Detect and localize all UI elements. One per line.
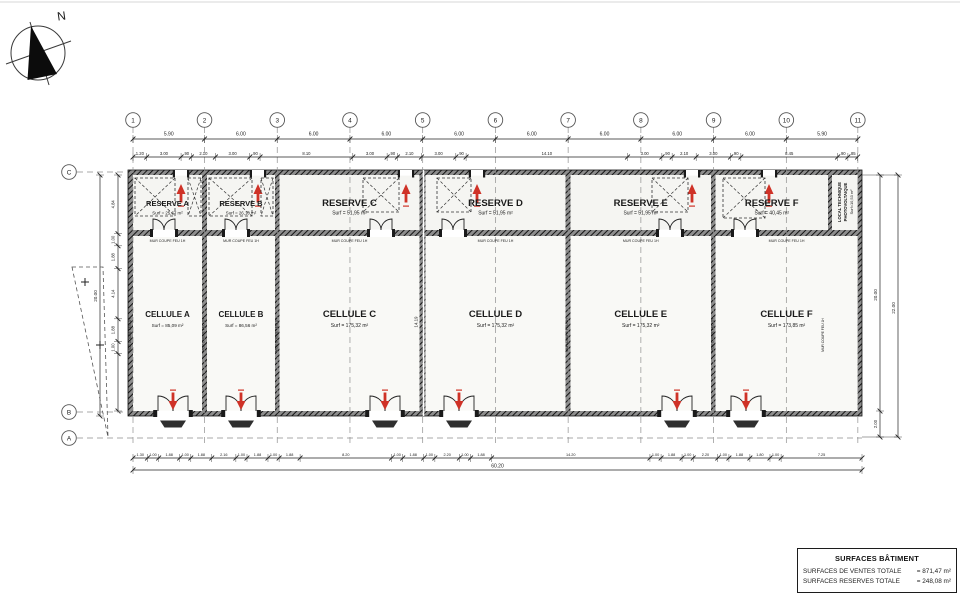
cellule-name: CELLULE F bbox=[760, 309, 813, 320]
dim-chain-top-secondary-value: 3.00 bbox=[434, 150, 443, 156]
door-jamb bbox=[761, 170, 763, 178]
door-jamb bbox=[398, 170, 400, 178]
fire-wall-label-vertical: MUR COUPE FEU 1H bbox=[821, 318, 825, 352]
dim-chain-bottom-detail-value: 1.00 bbox=[771, 452, 780, 457]
door-jamb bbox=[762, 410, 766, 417]
exit-arrow-down-icon bbox=[676, 393, 679, 402]
grid-bubble-label-4: 4 bbox=[348, 117, 352, 125]
top-primary-value: 5.90 bbox=[163, 131, 174, 138]
top-primary-value: 6.00 bbox=[745, 131, 755, 138]
exit-annotation-mark bbox=[382, 390, 388, 391]
dim-chain-bottom-detail-value: 1.00 bbox=[719, 452, 728, 457]
dim-chain-top-secondary-value: 2.10 bbox=[405, 150, 414, 156]
cellule-name: CELLULE D bbox=[468, 309, 523, 320]
grid-bubble-label-11: 11 bbox=[854, 117, 862, 125]
reserve-door-opening bbox=[370, 230, 392, 238]
dim-chain-top-secondary-value: .90 bbox=[732, 150, 739, 156]
door-jamb bbox=[175, 229, 178, 237]
fire-wall-label-vertical: MUR COUPE FEU 1H bbox=[274, 318, 279, 352]
door-jamb bbox=[726, 410, 730, 417]
door-jamb bbox=[469, 170, 471, 178]
grid-bubble-label-1: 1 bbox=[131, 117, 135, 125]
cellule-surface: Surf = 175,32 m² bbox=[330, 323, 369, 329]
exit-annotation-mark bbox=[403, 206, 409, 207]
reserve-door-opening bbox=[734, 230, 756, 238]
dim-chain-bottom-detail-value: 1.88 bbox=[165, 452, 173, 457]
dim-chain-bottom-detail-value: 1.88 bbox=[477, 452, 485, 457]
door-jamb bbox=[257, 410, 261, 417]
door-jamb bbox=[401, 410, 405, 417]
top-exit-opening bbox=[686, 170, 698, 176]
surfaces-table-row bbox=[803, 567, 951, 577]
grid-bubble-label-8: 8 bbox=[639, 117, 643, 125]
dim-chain-bottom-detail-value: 7.25 bbox=[817, 452, 826, 457]
cellule-surface: Surf = 175,32 m² bbox=[476, 323, 515, 329]
grid-bubble-label-3: 3 bbox=[275, 117, 280, 125]
exit-annotation-mark bbox=[743, 390, 749, 391]
exit-annotation-mark bbox=[456, 390, 462, 391]
reserve-name: RESERVE B bbox=[219, 199, 263, 208]
door-jamb bbox=[187, 170, 189, 178]
exit-arrow-up-icon bbox=[691, 194, 694, 203]
door-jamb bbox=[483, 170, 485, 178]
grid-bubble-label-6: 6 bbox=[493, 117, 498, 125]
door-jamb bbox=[247, 229, 250, 237]
exit-arrow-down-icon bbox=[745, 393, 748, 402]
dim-chain-bottom-detail-value: 2.20 bbox=[443, 452, 451, 457]
fire-wall-label: MUR COUPE FEU 1H bbox=[477, 238, 514, 243]
dim-chain-top-secondary-value: 1.20 bbox=[135, 150, 144, 156]
left-segment-value: 1.88 bbox=[110, 253, 116, 262]
top-primary-value: 6.00 bbox=[381, 131, 392, 138]
dim-chain-top-secondary-value: .85 bbox=[849, 150, 856, 156]
reserve-door-opening bbox=[225, 230, 247, 238]
boundary-wedge bbox=[72, 267, 108, 437]
surfaces-reserves-value: = 248,08 m² bbox=[916, 578, 951, 586]
surfaces-ventes-label: SURFACES DE VENTES TOTALE bbox=[803, 568, 902, 576]
surfaces-reserves-label: SURFACES RESERVES TOTALE bbox=[803, 578, 900, 586]
top-exit-opening bbox=[471, 170, 483, 176]
fire-wall-label-vertical: MUR COUPE FEU 1H bbox=[565, 318, 570, 352]
dim-chain-top-secondary-value: .90 bbox=[389, 150, 396, 156]
reserve-door-opening bbox=[153, 230, 175, 238]
reserve-name: RESERVE C bbox=[322, 198, 377, 209]
door-jamb bbox=[475, 410, 479, 417]
dim-chain-top-secondary-value: 2.10 bbox=[199, 150, 208, 156]
north-label: N bbox=[56, 8, 67, 24]
dim-chain-bottom-detail-value: 2.16 bbox=[220, 452, 228, 457]
reserve-surface: Surf = 51,95 m² bbox=[478, 210, 513, 217]
surfaces-table-title: SURFACES BÂTIMENT bbox=[835, 554, 919, 563]
dim-chain-bottom-detail-value: 1.88 bbox=[197, 452, 205, 457]
door-jamb bbox=[153, 410, 157, 417]
top-primary-value: 6.00 bbox=[672, 131, 683, 138]
door-jamb bbox=[775, 170, 777, 178]
door-jamb bbox=[250, 170, 252, 178]
exit-arrow-down-icon bbox=[172, 393, 175, 402]
exit-arrow-down-icon bbox=[384, 393, 387, 402]
dim-chain-bottom-detail-value: 1.00 bbox=[461, 452, 469, 457]
top-exit-opening bbox=[763, 170, 775, 176]
left-segment-value: 4.14 bbox=[110, 289, 116, 298]
door-jamb bbox=[439, 229, 442, 237]
top-primary-value: 6.00 bbox=[599, 131, 610, 138]
door-jamb bbox=[222, 229, 225, 237]
door-jamb bbox=[464, 229, 467, 237]
cellule-surface: Surf = 86,56 m² bbox=[225, 323, 257, 328]
cellule-name: CELLULE E bbox=[614, 309, 668, 320]
cellule-name: CELLULE B bbox=[218, 310, 264, 319]
dim-chain-bottom-detail-value: 1.30 bbox=[136, 452, 144, 457]
door-jamb bbox=[657, 410, 661, 417]
fire-wall-label: MUR COUPE FEU 1H bbox=[622, 238, 659, 243]
top-primary-value: 6.00 bbox=[236, 131, 246, 138]
surfaces-ventes-value: = 871,47 m² bbox=[916, 568, 951, 576]
door-jamb bbox=[150, 229, 153, 237]
fire-wall-label: MUR COUPE FEU 1H bbox=[331, 238, 368, 243]
right-inner-value: 20.00 bbox=[873, 289, 878, 301]
left-total-value: 20.00 bbox=[93, 290, 98, 302]
grid-bubble-label-A: A bbox=[66, 435, 72, 443]
canopy-icon bbox=[228, 421, 254, 428]
left-segment-value: 1.88 bbox=[110, 326, 116, 335]
local-technique-surface: Surf=10,53 m² bbox=[849, 189, 854, 215]
dim-chain-top-secondary-value: .90 bbox=[458, 150, 464, 156]
top-exit-opening bbox=[252, 170, 264, 176]
dim-chain-bottom-detail-value: 14.20 bbox=[565, 452, 576, 457]
door-jamb bbox=[221, 410, 225, 417]
dim-chain-bottom-detail-value: 1.00 bbox=[269, 452, 278, 457]
left-segment-value: 1.00 bbox=[110, 235, 116, 244]
door-jamb bbox=[365, 410, 369, 417]
grid-bubble-label-C: C bbox=[66, 169, 72, 177]
entrance-opening bbox=[157, 411, 189, 418]
fire-wall-label-vertical: MUR COUPE FEU 1H bbox=[201, 318, 206, 352]
door-jamb bbox=[392, 229, 395, 237]
reserve-surface: Surf = 51,95 m² bbox=[332, 210, 367, 217]
entrance-opening bbox=[730, 411, 762, 418]
dim-chain-top-secondary-value: .90 bbox=[664, 150, 670, 156]
dim-chain-top-secondary-value: 8.10 bbox=[302, 150, 311, 156]
canopy-icon bbox=[446, 421, 472, 428]
dim-chain-bottom-detail-value: 1.80 bbox=[756, 452, 764, 457]
fire-wall-label-vertical: MUR COUPE FEU 1H bbox=[128, 318, 132, 352]
dim-chain-top-secondary-value: .90 bbox=[251, 150, 258, 156]
dim-chain-bottom-detail-value: 1.00 bbox=[651, 452, 660, 457]
door-jamb bbox=[367, 229, 370, 237]
exit-annotation-mark bbox=[238, 390, 244, 391]
door-jamb bbox=[684, 170, 686, 178]
grid-bubble-label-B: B bbox=[66, 409, 72, 417]
door-jamb bbox=[731, 229, 734, 237]
reserve-surface: Surf = 51,95 m² bbox=[623, 210, 659, 217]
fire-wall-label-vertical: MUR COUPE FEU 1H bbox=[710, 318, 715, 352]
dim-chain-bottom-detail-value: 1.00 bbox=[149, 452, 157, 457]
surfaces-table-row bbox=[803, 577, 951, 587]
dim-chain-bottom-detail-value: 1.88 bbox=[667, 452, 676, 457]
door-jamb bbox=[189, 410, 193, 417]
fire-wall-label: MUR COUPE FEU 1H bbox=[768, 238, 805, 243]
exit-annotation-mark bbox=[674, 390, 680, 391]
exit-arrow-up-icon bbox=[405, 194, 408, 203]
canopy-icon bbox=[664, 421, 690, 428]
dim-chain-bottom-detail-value: 1.88 bbox=[285, 452, 294, 457]
reserve-surface: Surf = 26,10 m² bbox=[225, 210, 257, 216]
left-segment-value: 1.00 bbox=[110, 343, 116, 352]
dim-chain-top-secondary-value: .90 bbox=[839, 150, 846, 156]
cellule-surface: Surf = 85,09 m² bbox=[151, 323, 184, 328]
entrance-opening bbox=[225, 411, 257, 418]
local-technique-name: LOCAL TECHNIQUE bbox=[837, 181, 842, 223]
cellule-surface: Surf = 175,32 m² bbox=[622, 323, 660, 329]
door-jamb bbox=[698, 170, 700, 178]
exit-annotation-mark bbox=[689, 206, 695, 207]
dim-chain-bottom-detail-value: 1.00 bbox=[237, 452, 246, 457]
door-jamb bbox=[173, 170, 175, 178]
door-jamb bbox=[693, 410, 697, 417]
dim-chain-bottom-detail-value: 2.20 bbox=[701, 452, 710, 457]
door-jamb bbox=[681, 229, 684, 237]
dim-chain-top-secondary-value: .90 bbox=[183, 150, 190, 156]
reserve-name: RESERVE D bbox=[468, 198, 523, 209]
entrance-opening bbox=[443, 411, 475, 418]
door-jamb bbox=[756, 229, 759, 237]
top-primary-value: 5.90 bbox=[817, 131, 827, 138]
reserve-surface: Surf = 40,45 m² bbox=[754, 210, 790, 217]
canopy-icon bbox=[372, 421, 398, 428]
top-primary-value: 6.00 bbox=[526, 131, 537, 138]
reserve-name: RESERVE A bbox=[146, 199, 189, 208]
surfaces-table bbox=[797, 548, 957, 593]
cellule-name: CELLULE A bbox=[145, 310, 190, 319]
left-segment-value: 4.84 bbox=[110, 200, 116, 209]
grid-bubble-label-2: 2 bbox=[202, 117, 207, 125]
door-jamb bbox=[439, 410, 443, 417]
exit-annotation-mark bbox=[170, 390, 176, 391]
grid-bubble-label-9: 9 bbox=[711, 117, 716, 125]
fire-wall-label: MUR COUPE FEU 1H bbox=[223, 238, 259, 243]
reserve-name: RESERVE E bbox=[613, 198, 668, 209]
grid-bubble-label-10: 10 bbox=[782, 117, 790, 125]
bottom-total-value: 60.20 bbox=[491, 463, 504, 470]
right-outer-value: 22.00 bbox=[891, 302, 896, 314]
dim-chain-top-secondary-value: 8.45 bbox=[785, 150, 794, 156]
dim-chain-top-secondary-value: 3.00 bbox=[640, 150, 649, 156]
inner-depth-dim: 14.19 bbox=[413, 316, 419, 328]
dim-chain-top-secondary-value: 3.00 bbox=[365, 150, 375, 156]
top-primary-value: 6.00 bbox=[308, 131, 319, 138]
door-jamb bbox=[412, 170, 414, 178]
reserve-door-opening bbox=[659, 230, 681, 238]
local-technique-name: PHOTOVOLTAIQUE bbox=[843, 182, 848, 222]
compass-needle-icon bbox=[28, 26, 58, 80]
exit-arrow-down-icon bbox=[458, 393, 461, 402]
dim-chain-bottom-detail-value: 1.00 bbox=[393, 452, 401, 457]
right-bottom-value: 2.00 bbox=[873, 419, 878, 429]
dim-chain-top-secondary-value: 3.00 bbox=[159, 150, 168, 156]
fire-wall-label: MUR COUPE FEU 1H bbox=[149, 238, 186, 243]
dim-chain-bottom-detail-value: 1.88 bbox=[735, 452, 744, 457]
reserve-surface: Surf = 25,67 m² bbox=[152, 210, 183, 216]
dim-chain-top-secondary-value: 3.00 bbox=[709, 150, 718, 156]
cellule-name: CELLULE C bbox=[322, 309, 377, 320]
cellule-surface: Surf = 173,85 m² bbox=[767, 323, 806, 329]
door-jamb bbox=[264, 170, 266, 178]
dim-chain-bottom-detail-value: 1.00 bbox=[425, 452, 433, 457]
reserve-name: RESERVE F bbox=[744, 198, 799, 209]
grid-bubble-label-5: 5 bbox=[420, 117, 425, 125]
top-exit-opening bbox=[175, 170, 187, 176]
dim-chain-bottom-detail-value: 1.00 bbox=[181, 452, 189, 457]
top-exit-opening bbox=[400, 170, 412, 176]
exit-arrow-down-icon bbox=[240, 393, 243, 402]
dim-chain-bottom-detail-value: 1.88 bbox=[409, 452, 417, 457]
dim-chain-bottom-detail-value: 1.88 bbox=[253, 452, 262, 457]
dim-chain-bottom-detail-value: 8.20 bbox=[342, 452, 350, 457]
door-jamb bbox=[656, 229, 659, 237]
entrance-opening bbox=[369, 411, 401, 418]
dim-chain-top-secondary-value: 14.10 bbox=[541, 150, 553, 156]
grid-bubble-label-7: 7 bbox=[566, 117, 570, 125]
entrance-opening bbox=[661, 411, 693, 418]
canopy-icon bbox=[160, 421, 186, 428]
dim-chain-top-secondary-value: 3.00 bbox=[228, 150, 237, 156]
canopy-icon bbox=[733, 421, 759, 428]
dim-chain-bottom-detail-value: 1.00 bbox=[683, 452, 692, 457]
dim-chain-top-secondary-value: 2.10 bbox=[680, 150, 689, 156]
top-primary-value: 6.00 bbox=[454, 131, 464, 138]
reserve-door-opening bbox=[442, 230, 464, 238]
